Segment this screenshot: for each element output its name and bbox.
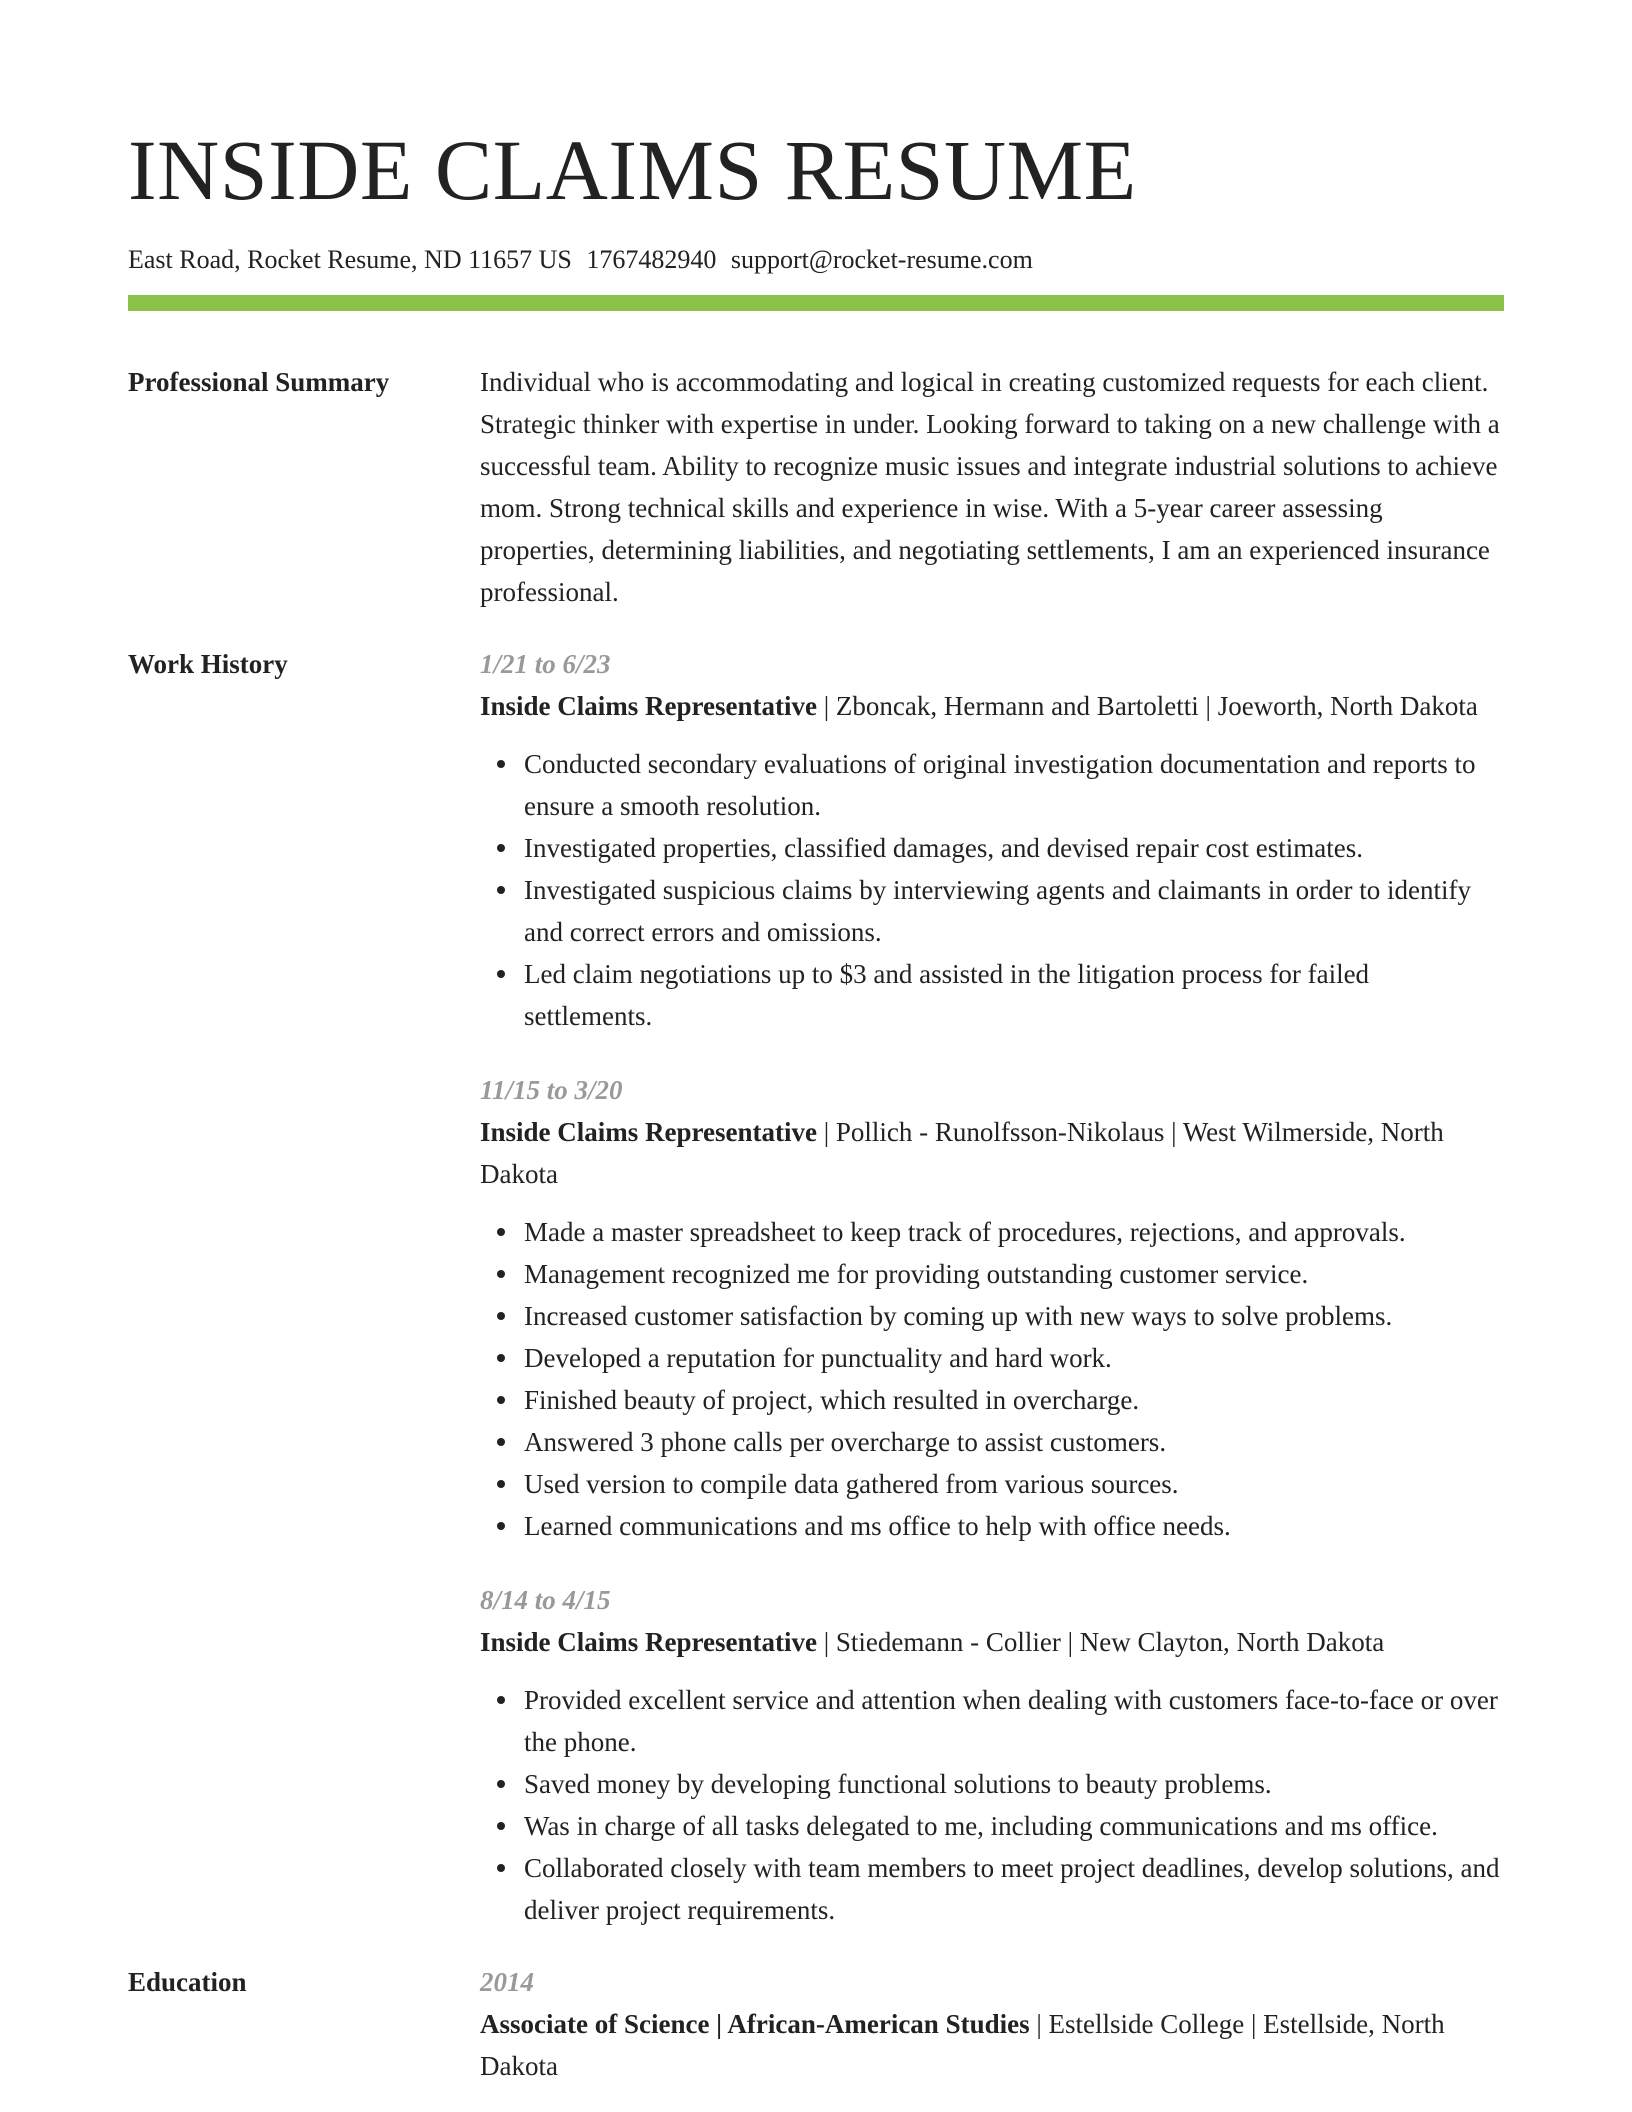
job-entry [480,643,1504,1037]
list-item: Was in charge of all tasks delegated to me, including communications and ms office. [524,1805,1504,1847]
job-details: | Zboncak, Hermann and Bartoletti | Joeworth, North Dakota [817,691,1478,721]
resume-title: INSIDE CLAIMS RESUME [128,122,1137,218]
job-dates: 8/14 to 4/15 [480,1585,611,1615]
list-item: Finished beauty of project, which resulted in overcharge. [524,1379,1504,1421]
job-title: Inside Claims Representative [480,1627,817,1657]
list-item: Management recognized me for providing outstanding customer service. [524,1253,1504,1295]
job-entry [480,1579,1504,1931]
job-dates: 11/15 to 3/20 [480,1075,623,1105]
education-details: | Estellside College | Estellside, North Dakota [480,2009,1445,2081]
job-heading [480,1621,1504,1663]
work-history-label: Work History [128,649,288,679]
education-year: 2014 [480,1967,534,1997]
education-degree: Associate of Science | African-American Studies [480,2009,1030,2039]
job-bullets [480,1679,1504,1931]
list-item: Conducted secondary evaluations of original investigation documentation and reports to ensure a smooth resolution. [524,743,1504,827]
resume-page [128,0,1504,2087]
summary-section [128,361,1504,613]
education-section [128,1961,1504,2087]
job-heading [480,685,1504,727]
contact-line [128,242,1504,278]
education-heading [480,2003,1504,2087]
job-dates: 1/21 to 6/23 [480,649,611,679]
work-history-body [480,643,1504,1931]
list-item: Provided excellent service and attention when dealing with customers face-to-face or over the phone. [524,1679,1504,1763]
list-item: Learned communications and ms office to help with office needs. [524,1505,1504,1547]
job-details: | Stiedemann - Collier | New Clayton, North Dakota [817,1627,1385,1657]
list-item: Made a master spreadsheet to keep track of procedures, rejections, and approvals. [524,1211,1504,1253]
list-item: Saved money by developing functional solutions to beauty problems. [524,1763,1504,1805]
list-item: Investigated properties, classified damages, and devised repair cost estimates. [524,827,1504,869]
list-item: Collaborated closely with team members to meet project deadlines, develop solutions, and deliver project requirements. [524,1847,1504,1931]
list-item: Increased customer satisfaction by coming up with new ways to solve problems. [524,1295,1504,1337]
contact-address: East Road, Rocket Resume, ND 11657 US [128,245,572,274]
job-title: Inside Claims Representative [480,1117,817,1147]
work-history-section [128,643,1504,1931]
list-item: Used version to compile data gathered from various sources. [524,1463,1504,1505]
education-body [480,1961,1504,2087]
header-divider [128,295,1504,311]
list-item: Answered 3 phone calls per overcharge to assist customers. [524,1421,1504,1463]
contact-email: support@rocket-resume.com [730,245,1033,274]
job-bullets [480,1211,1504,1547]
contact-phone: 1767482940 [586,245,717,274]
job-bullets [480,743,1504,1037]
education-label: Education [128,1967,247,1997]
list-item: Led claim negotiations up to $3 and assisted in the litigation process for failed settlements. [524,953,1504,1037]
job-details: | Pollich - Runolfsson-Nikolaus | West Wilmerside, North Dakota [480,1117,1444,1189]
summary-text: Individual who is accommodating and logical in creating customized requests for each client. Strategic thinker with expertise in under. Looking forward to taking on a new challenge with a successful team. Ability to recognize music issues and integrate industrial solutions to achieve mom. Strong technical skills and experience in wise. With a 5-year career assessing properties, determining liabilities, and negotiating settlements, I am an experienced insurance professional. [480,367,1500,607]
summary-label: Professional Summary [128,367,390,397]
job-entry [480,1069,1504,1547]
job-title: Inside Claims Representative [480,691,817,721]
list-item: Developed a reputation for punctuality and hard work. [524,1337,1504,1379]
list-item: Investigated suspicious claims by interviewing agents and claimants in order to identify and correct errors and omissions. [524,869,1504,953]
job-heading [480,1111,1504,1195]
